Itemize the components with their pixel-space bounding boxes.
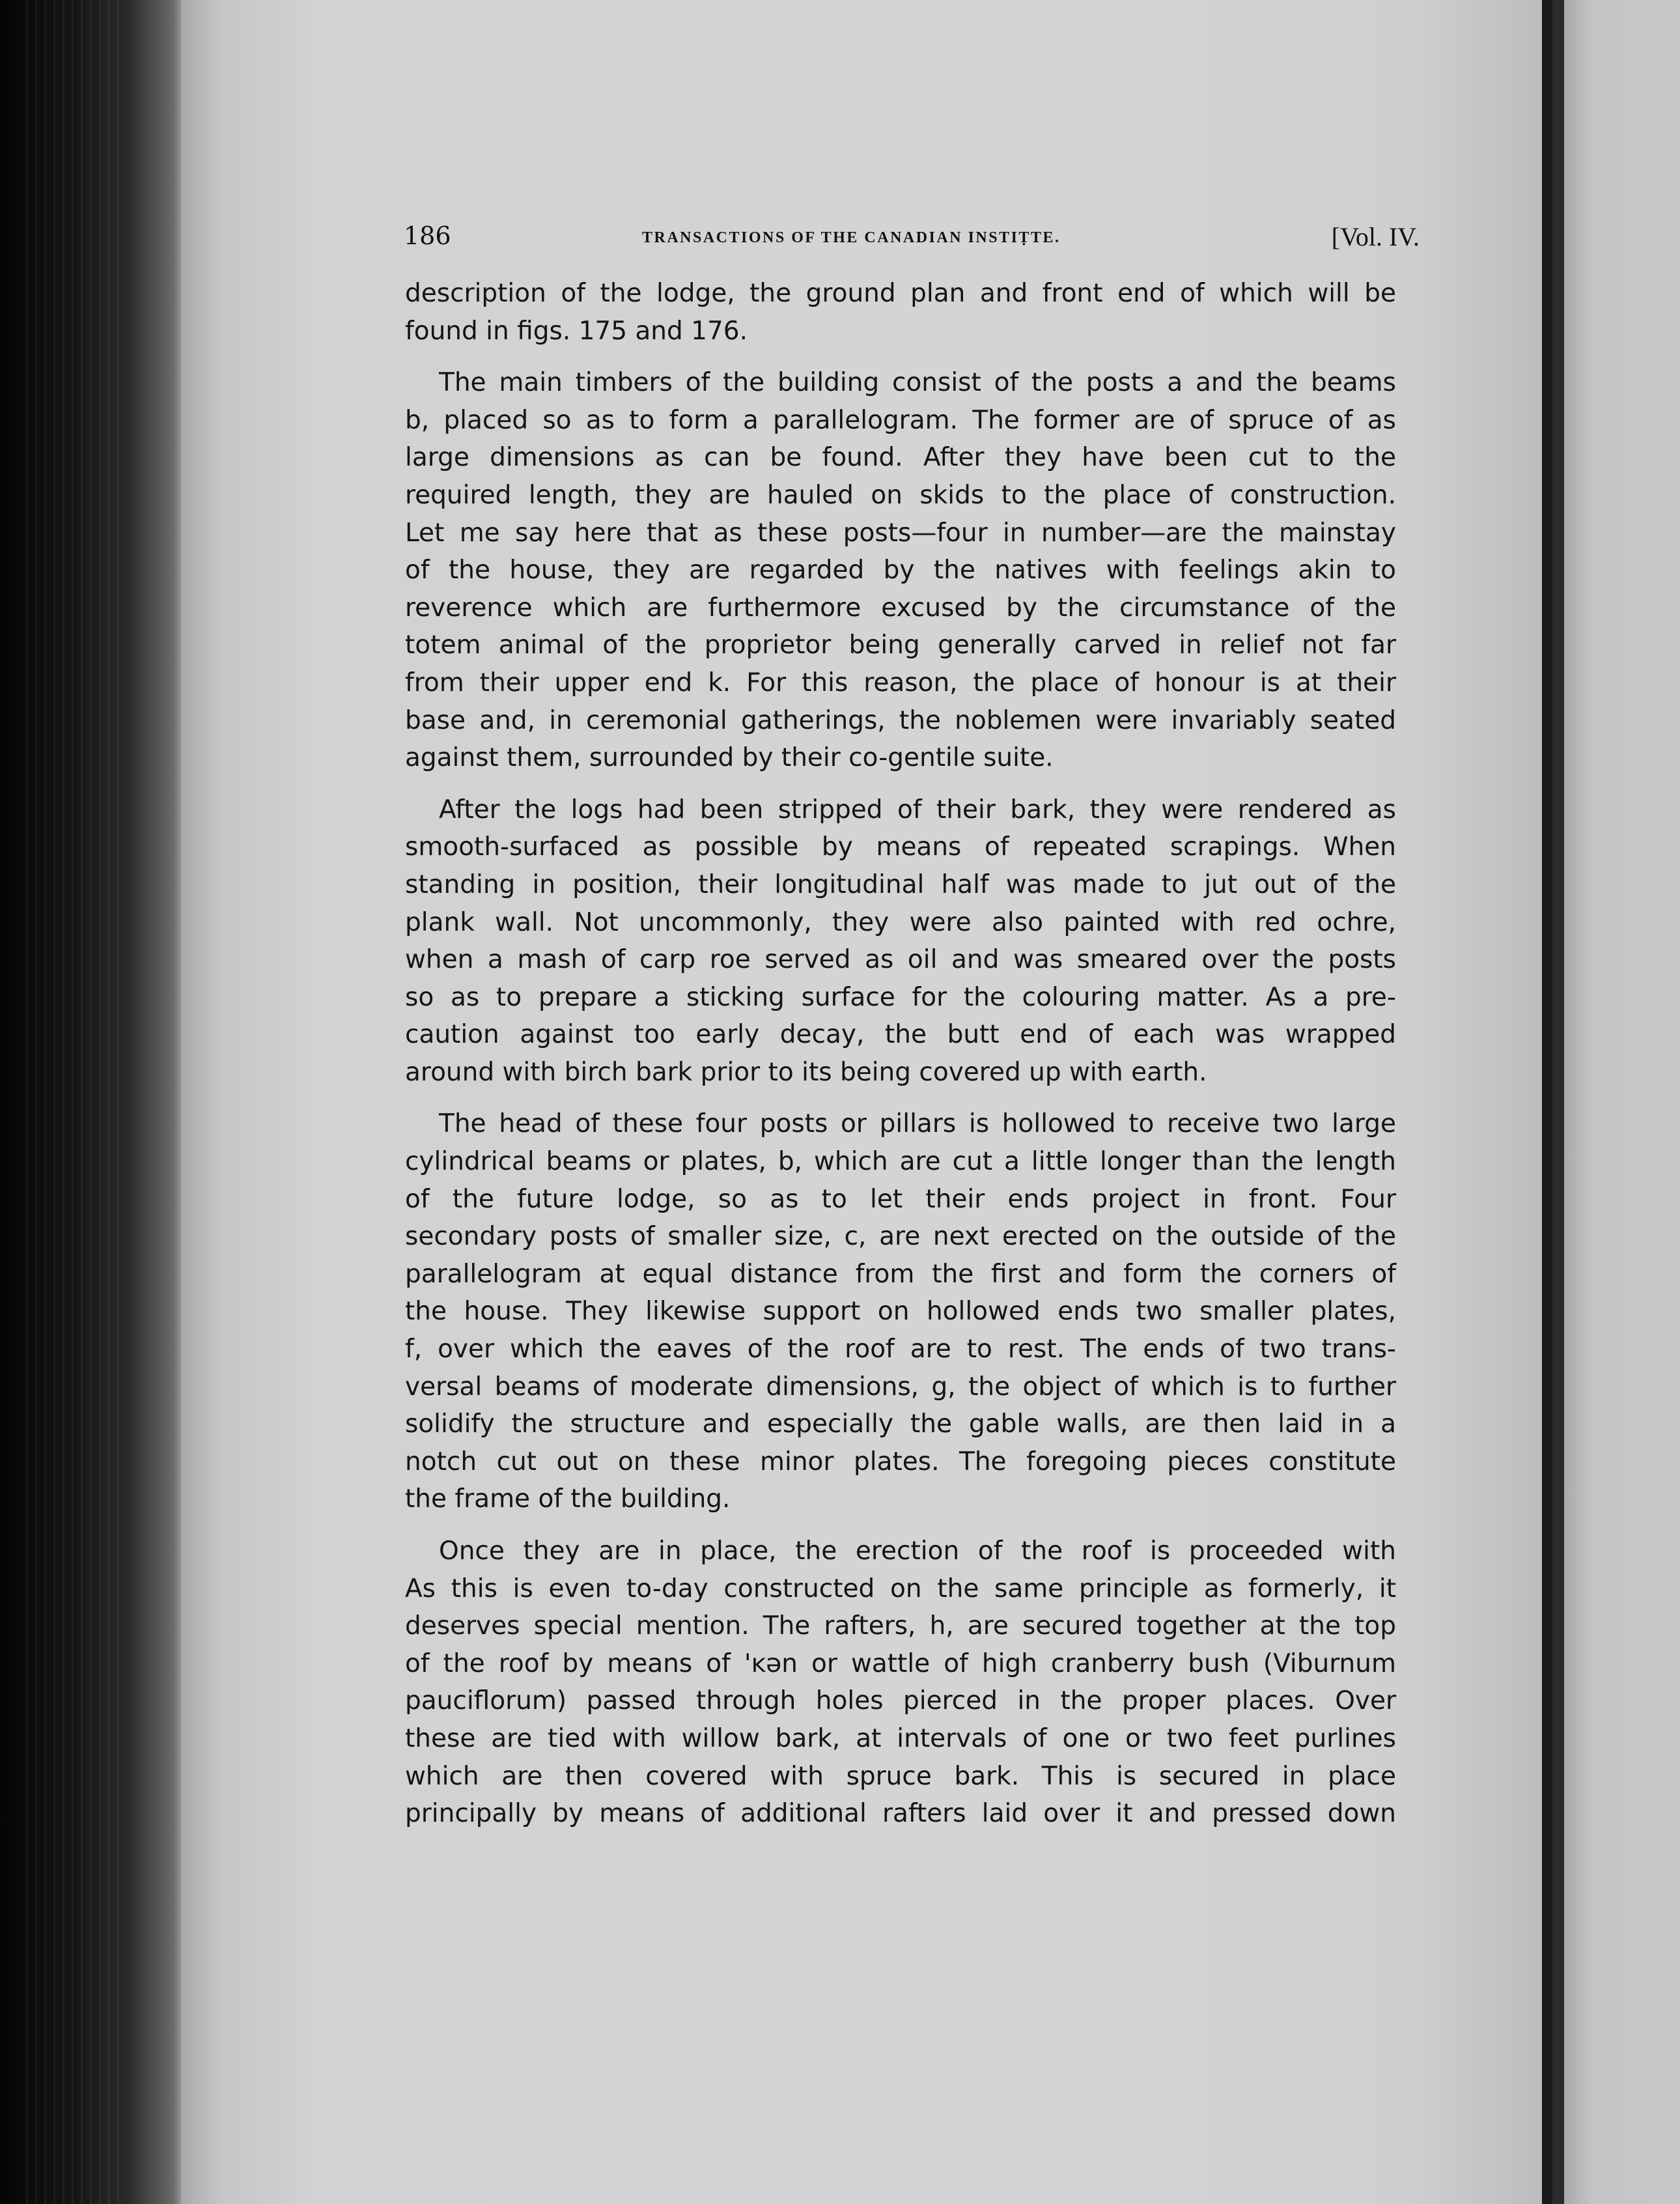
text-line: of the roof by means of 'ĸən or wattle of high cranberry bush (Viburnum bbox=[405, 1648, 1396, 1678]
text-line: caution against too early decay, the butt end of each was wrapped bbox=[405, 1020, 1396, 1050]
text-line: standing in position, their longitudinal half was made to jut out of the bbox=[405, 869, 1396, 899]
text-line: required length, they are hauled on skids to the place of construction. bbox=[405, 480, 1396, 510]
text-line: which are then covered with spruce bark. This is secured in place bbox=[405, 1761, 1396, 1791]
paragraph-2 bbox=[405, 364, 1396, 777]
book-binding bbox=[0, 0, 182, 2204]
text-line: around with birch bark prior to its being covered up with earth. bbox=[405, 1057, 1207, 1087]
text-line: The head of these four posts or pillars is hollowed to receive two large bbox=[439, 1109, 1396, 1139]
text-line: smooth-surfaced as possible by means of repeated scrapings. When bbox=[405, 832, 1396, 862]
page-gutter bbox=[1542, 0, 1552, 2204]
text-line: of the future lodge, so as to let their ends project in front. Four bbox=[405, 1184, 1396, 1214]
text-line: large dimensions as can be found. After they have been cut to the bbox=[405, 443, 1396, 473]
text-line: reverence which are furthermore excused by the circumstance of the bbox=[405, 593, 1396, 623]
paragraph-1 bbox=[405, 275, 1396, 350]
text-line: description of the lodge, the ground plan and front end of which will be bbox=[405, 279, 1396, 308]
text-line: plank wall. Not uncommonly, they were also painted with red ochre, bbox=[405, 907, 1396, 937]
body-text bbox=[405, 275, 1396, 1847]
text-line: versal beams of moderate dimensions, g, the object of which is to further bbox=[405, 1372, 1396, 1402]
text-line: notch cut out on these minor plates. The foregoing pieces constitute bbox=[405, 1447, 1396, 1476]
binding-texture bbox=[26, 0, 124, 2204]
text-line: the house. They likewise support on hollowed ends two smaller plates, bbox=[405, 1297, 1396, 1327]
text-line: of the house, they are regarded by the natives with feelings akin to bbox=[405, 556, 1396, 586]
page-number: 186 bbox=[404, 221, 451, 250]
text-line: principally by means of additional rafters laid over it and pressed down bbox=[405, 1799, 1396, 1829]
text-line: Let me say here that as these posts—four in number—are the mainstay bbox=[405, 518, 1396, 548]
text-line: totem animal of the proprietor being generally carved in relief not far bbox=[405, 630, 1396, 660]
journal-title: TRANSACTIONS OF THE CANADIAN INSTIṬTE. bbox=[642, 229, 1061, 246]
paragraph-3 bbox=[405, 791, 1396, 1092]
paragraph-5 bbox=[405, 1533, 1396, 1833]
text-line: these are tied with willow bark, at intervals of one or two feet purlines bbox=[405, 1723, 1396, 1753]
text-line: After the logs had been stripped of their bark, they were rendered as bbox=[439, 795, 1396, 825]
text-line: parallelogram at equal distance from the first and form the corners of bbox=[405, 1259, 1396, 1289]
text-line: the frame of the building. bbox=[405, 1484, 731, 1514]
text-line: deserves special mention. The rafters, h, are secured together at the top bbox=[405, 1611, 1396, 1641]
adjacent-page-shadow bbox=[1552, 0, 1564, 2204]
text-line: solidify the structure and especially the gable walls, are then laid in a bbox=[405, 1409, 1396, 1439]
volume-label: [Vol. IV. bbox=[1331, 222, 1420, 251]
text-line: b, placed so as to form a parallelogram. The former are of spruce of as bbox=[405, 405, 1396, 435]
text-line: cylindrical beams or plates, b, which are cut a little longer than the length bbox=[405, 1147, 1396, 1177]
running-head bbox=[404, 221, 1420, 261]
text-line: As this is even to-day constructed on the same principle as formerly, it bbox=[405, 1574, 1396, 1604]
text-line: so as to prepare a sticking surface for the colouring matter. As a pre- bbox=[405, 982, 1396, 1012]
text-line: Once they are in place, the erection of the roof is proceeded with bbox=[439, 1536, 1396, 1566]
text-line: base and, in ceremonial gatherings, the noblemen were invariably seated bbox=[405, 705, 1396, 735]
text-line: against them, surrounded by their co-gentile suite. bbox=[405, 743, 1054, 773]
text-line: f, over which the eaves of the roof are to rest. The ends of two trans- bbox=[405, 1335, 1396, 1364]
adjacent-page-edge bbox=[1552, 0, 1680, 2204]
text-line: when a mash of carp roe served as oil and was smeared over the posts bbox=[405, 945, 1396, 975]
paragraph-4 bbox=[405, 1105, 1396, 1518]
text-line: secondary posts of smaller size, c, are next erected on the outside of the bbox=[405, 1222, 1396, 1252]
text-line: pauciflorum) passed through holes pierced in the proper places. Over bbox=[405, 1686, 1396, 1716]
text-line: The main timbers of the building consist of the posts a and the beams bbox=[439, 368, 1396, 398]
text-line: from their upper end k. For this reason, the place of honour is at their bbox=[405, 668, 1396, 698]
text-line: found in figs. 175 and 176. bbox=[405, 316, 748, 346]
